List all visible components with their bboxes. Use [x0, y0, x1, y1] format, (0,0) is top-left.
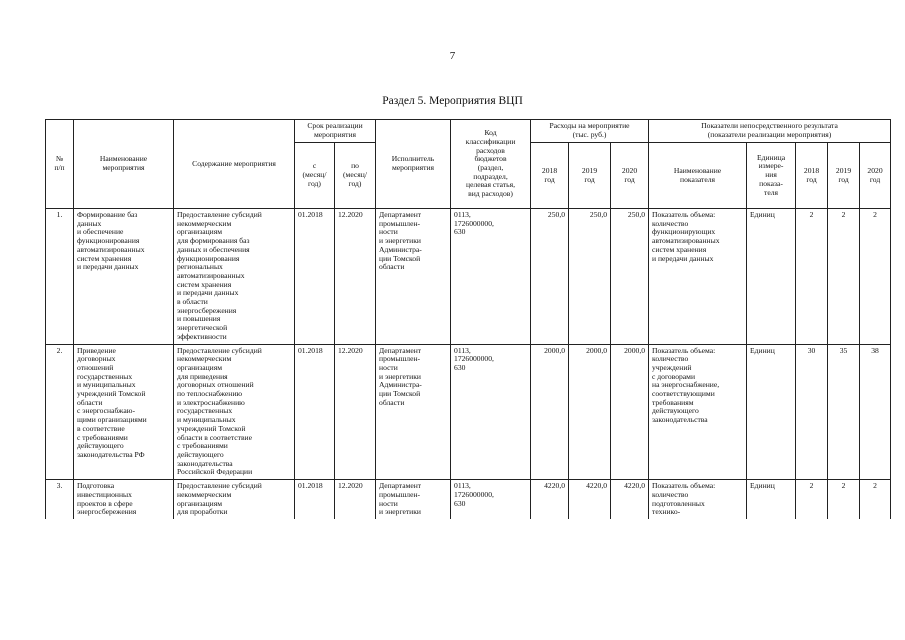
row-code: 0113, 1726000000, 630 — [451, 209, 531, 345]
header-period-from: с (месяц/ год) — [295, 143, 335, 209]
header-expenses: Расходы на мероприятие (тыс. руб.) — [531, 120, 649, 143]
row-unit: Единиц — [747, 344, 796, 480]
row-indicator: Показатель объема: количество учреждений с договорами на энергоснабжение, соответствующими требованиям действующего законодательства — [649, 344, 747, 480]
row-from: 01.2018 — [295, 209, 335, 345]
row-exp-2020: 2000,0 — [611, 344, 649, 480]
row-val-2019: 35 — [828, 344, 860, 480]
header-num: № п/п — [46, 120, 74, 209]
row-unit: Единиц — [747, 480, 796, 519]
row-executor: Департамент промышлен- ности и энергетики Администра- ции Томской области — [376, 209, 451, 345]
row-val-2020: 2 — [860, 480, 891, 519]
row-exp-2019: 4220,0 — [569, 480, 611, 519]
header-content: Содержание мероприятия — [174, 120, 295, 209]
row-num: 2. — [46, 344, 74, 480]
header-indicator-name: Наименование показателя — [649, 143, 747, 209]
header-name: Наименование мероприятия — [74, 120, 174, 209]
row-unit: Единиц — [747, 209, 796, 345]
page-number: 7 — [449, 50, 456, 62]
table-row — [46, 209, 891, 345]
header-unit: Единица измере- ния показа- теля — [747, 143, 796, 209]
header-exp-2018: 2018 год — [531, 143, 569, 209]
row-from: 01.2018 — [295, 344, 335, 480]
row-code: 0113, 1726000000, 630 — [451, 480, 531, 519]
row-val-2019: 2 — [828, 480, 860, 519]
row-code: 0113, 1726000000, 630 — [451, 344, 531, 480]
measures-table — [45, 119, 891, 519]
row-num: 1. — [46, 209, 74, 345]
row-exp-2018: 2000,0 — [531, 344, 569, 480]
row-exp-2019: 2000,0 — [569, 344, 611, 480]
section-title: Раздел 5. Мероприятия ВЦП — [382, 95, 523, 107]
row-content: Предоставление субсидий некоммерческим организациям для приведения договорных отношений по теплоснабжению и электроснабжению государственных и муниципальных учреждений Томской области в соответствие с требованиями действующего законодательства Российской Федерации — [174, 344, 295, 480]
row-to: 12.2020 — [335, 480, 376, 519]
row-name: Подготовка инвестиционных проектов в сфере энергосбережения — [74, 480, 174, 519]
header-exp-2019: 2019 год — [569, 143, 611, 209]
header-executor: Исполнитель мероприятия — [376, 120, 451, 209]
header-indicators: Показатели непосредственного результата (показатели реализации мероприятия) — [649, 120, 891, 143]
row-exp-2020: 250,0 — [611, 209, 649, 345]
row-val-2018: 30 — [796, 344, 828, 480]
row-name: Приведение договорных отношений государственных и муниципальных учреждений Томской области с энергоснабжаю- щими организациями в соответствие с требованиями действующего законодательства РФ — [74, 344, 174, 480]
row-to: 12.2020 — [335, 209, 376, 345]
header-period-to: по (месяц/ год) — [335, 143, 376, 209]
table-row — [46, 480, 891, 519]
row-indicator: Показатель объема: количество подготовленных технико- — [649, 480, 747, 519]
row-num: 3. — [46, 480, 74, 519]
table-row — [46, 344, 891, 480]
row-val-2018: 2 — [796, 209, 828, 345]
row-val-2020: 2 — [860, 209, 891, 345]
header-code: Код классификации расходов бюджетов (раздел, подраздел, целевая статья, вид расходов) — [451, 120, 531, 209]
row-indicator: Показатель объема: количество функционирующих автоматизированных систем хранения и передачи данных — [649, 209, 747, 345]
row-exp-2018: 4220,0 — [531, 480, 569, 519]
row-name: Формирование баз данных и обеспечение функционирования автоматизированных систем хранения и передачи данных — [74, 209, 174, 345]
row-val-2018: 2 — [796, 480, 828, 519]
row-val-2019: 2 — [828, 209, 860, 345]
header-exp-2020: 2020 год — [611, 143, 649, 209]
header-ind-2020: 2020 год — [860, 143, 891, 209]
row-val-2020: 38 — [860, 344, 891, 480]
row-exp-2018: 250,0 — [531, 209, 569, 345]
row-from: 01.2018 — [295, 480, 335, 519]
header-ind-2019: 2019 год — [828, 143, 860, 209]
row-to: 12.2020 — [335, 344, 376, 480]
row-executor: Департамент промышлен- ности и энергетики Администра- ции Томской области — [376, 344, 451, 480]
header-period: Срок реализации мероприятия — [295, 120, 376, 143]
row-content: Предоставление субсидий некоммерческим организациям для проработки — [174, 480, 295, 519]
row-exp-2020: 4220,0 — [611, 480, 649, 519]
header-ind-2018: 2018 год — [796, 143, 828, 209]
row-executor: Департамент промышлен- ности и энергетики — [376, 480, 451, 519]
row-content: Предоставление субсидий некоммерческим организациям для формирования баз данных и обеспечения функционирования региональных автоматизированных систем хранения и передачи данных в области энергосбережения и повышения энергетической эффективности — [174, 209, 295, 345]
row-exp-2019: 250,0 — [569, 209, 611, 345]
